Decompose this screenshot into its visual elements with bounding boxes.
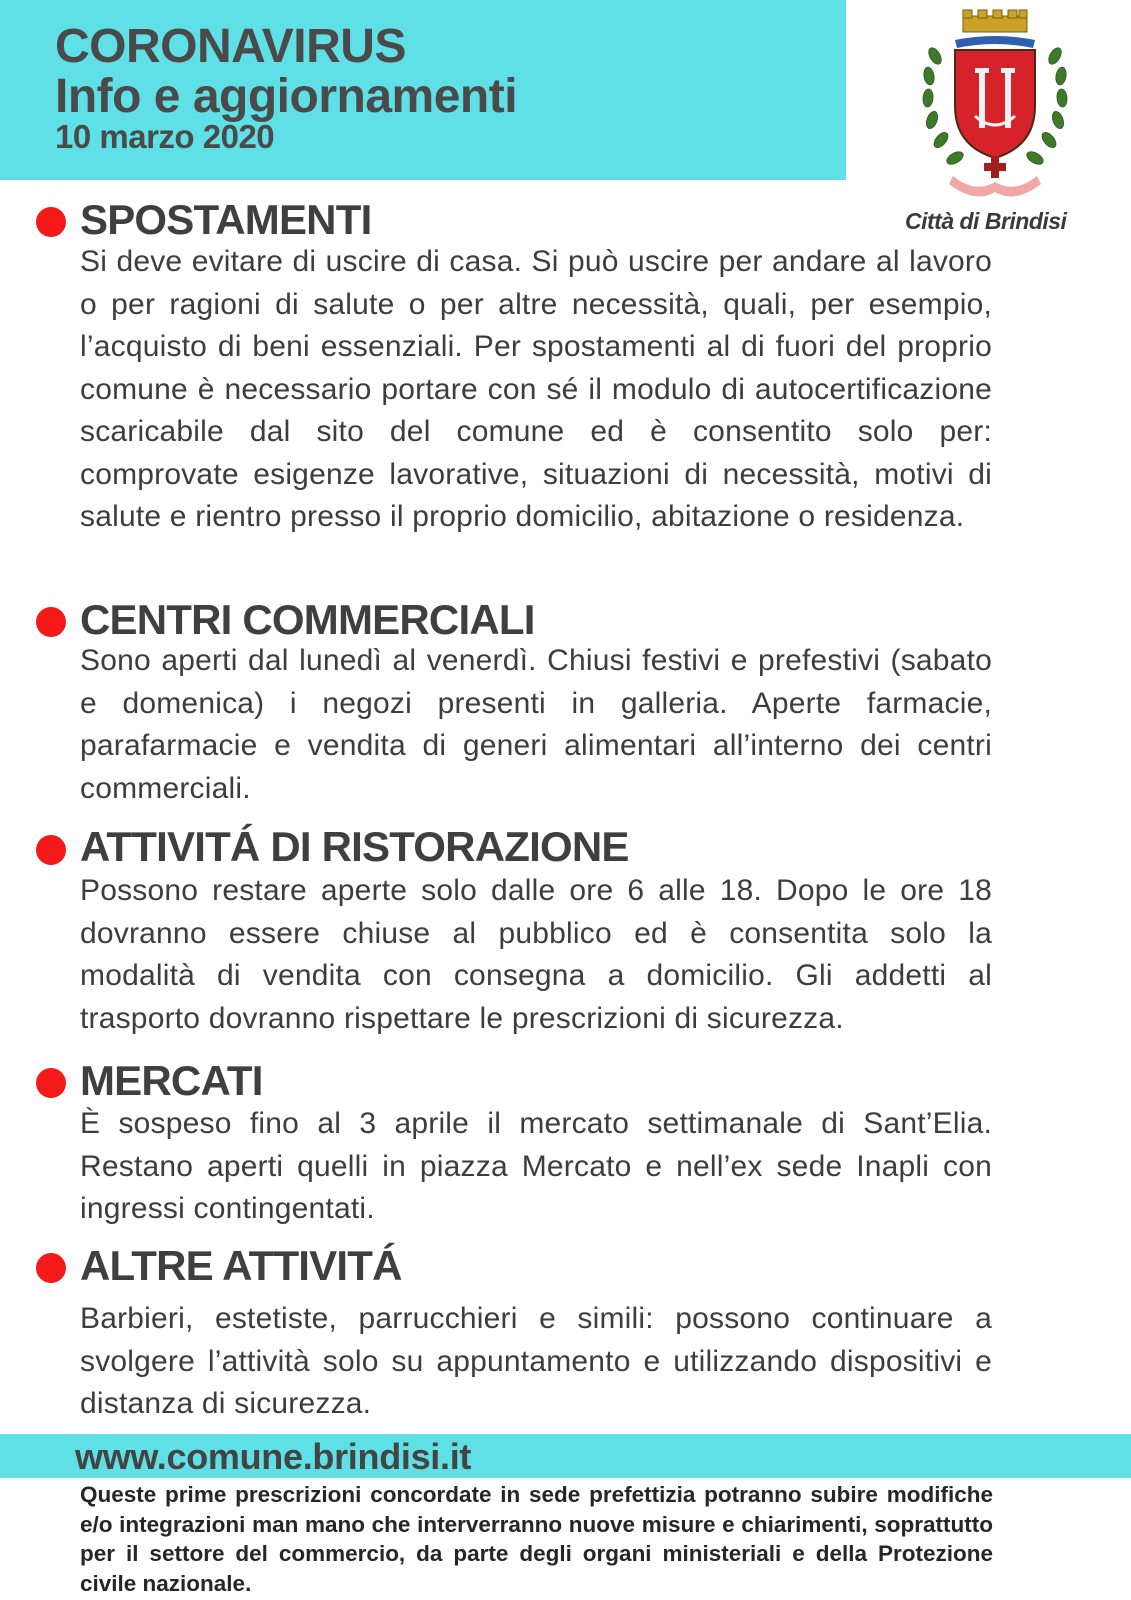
section-title: SPOSTAMENTI [80, 196, 372, 243]
section-body: Si deve evitare di uscire di casa. Si può uscire per andare al lavoro o per ragioni di salute o per altre necessità, quali, per esempio, l’acquisto di beni essenziali. Per spostamenti al di fuori del proprio comune è necessario portare con sé il modulo di autocertificazione scaricabile dal sito del comune ed è consentito solo per: comprovate esigenze lavorative, situazioni di necessità, motivi di salute e rientro presso il proprio domicilio, abitazione o residenza. [80, 245, 992, 533]
page-date: 10 marzo 2020 [55, 118, 275, 155]
city-crest-icon [915, 6, 1075, 206]
page-title [55, 22, 517, 122]
red-bullet-icon [36, 1068, 66, 1098]
red-bullet-icon [36, 1253, 66, 1283]
title-line-1: CORONAVIRUS [55, 20, 406, 73]
section-title: ALTRE ATTIVITÁ [80, 1242, 402, 1289]
city-name: Città di Brindisi [905, 208, 1067, 234]
section-title: CENTRI COMMERCIALI [80, 596, 535, 643]
section-title: ATTIVITÁ DI RISTORAZIONE [80, 823, 629, 870]
section-body: Possono restare aperte solo dalle ore 6 alle 18. Dopo le ore 18 dovranno essere chiuse al pubblico ed è consentita solo la modalità di vendita con consegna a domicilio. Gli addetti al trasporto dovranno rispettare le prescrizioni di sicurezza. [80, 874, 992, 1035]
red-bullet-icon [36, 207, 66, 237]
red-bullet-icon [36, 607, 66, 637]
section-title: MERCATI [80, 1057, 263, 1104]
section-body: È sospeso fino al 3 aprile il mercato settimanale di Sant’Elia. Restano aperti quelli in piazza Mercato e nell’ex sede Inapli con ingressi contingentati. [80, 1107, 992, 1225]
disclaimer-text: Queste prime prescrizioni concordate in sede prefettizia potranno subire modifiche e/o integrazioni man mano che interverranno nuove misure e chiarimenti, soprattutto per il settore del commercio, da parte degli organi ministeriali e della Protezione civile nazionale. [80, 1482, 993, 1596]
website-link[interactable]: www.comune.brindisi.it [75, 1436, 472, 1477]
section-body: Sono aperti dal lunedì al venerdì. Chiusi festivi e prefestivi (sabato e domenica) i negozi presenti in galleria. Aperte farmacie, parafarmacie e vendita di generi alimentari all’interno dei centri commerciali. [80, 644, 992, 805]
title-line-2: Info e aggiornamenti [55, 70, 518, 123]
section-body: Barbieri, estetiste, parrucchieri e simili: possono continuare a svolgere l’attività solo su appuntamento e utilizzando dispositivi e distanza di sicurezza. [80, 1302, 992, 1420]
red-bullet-icon [36, 835, 66, 865]
